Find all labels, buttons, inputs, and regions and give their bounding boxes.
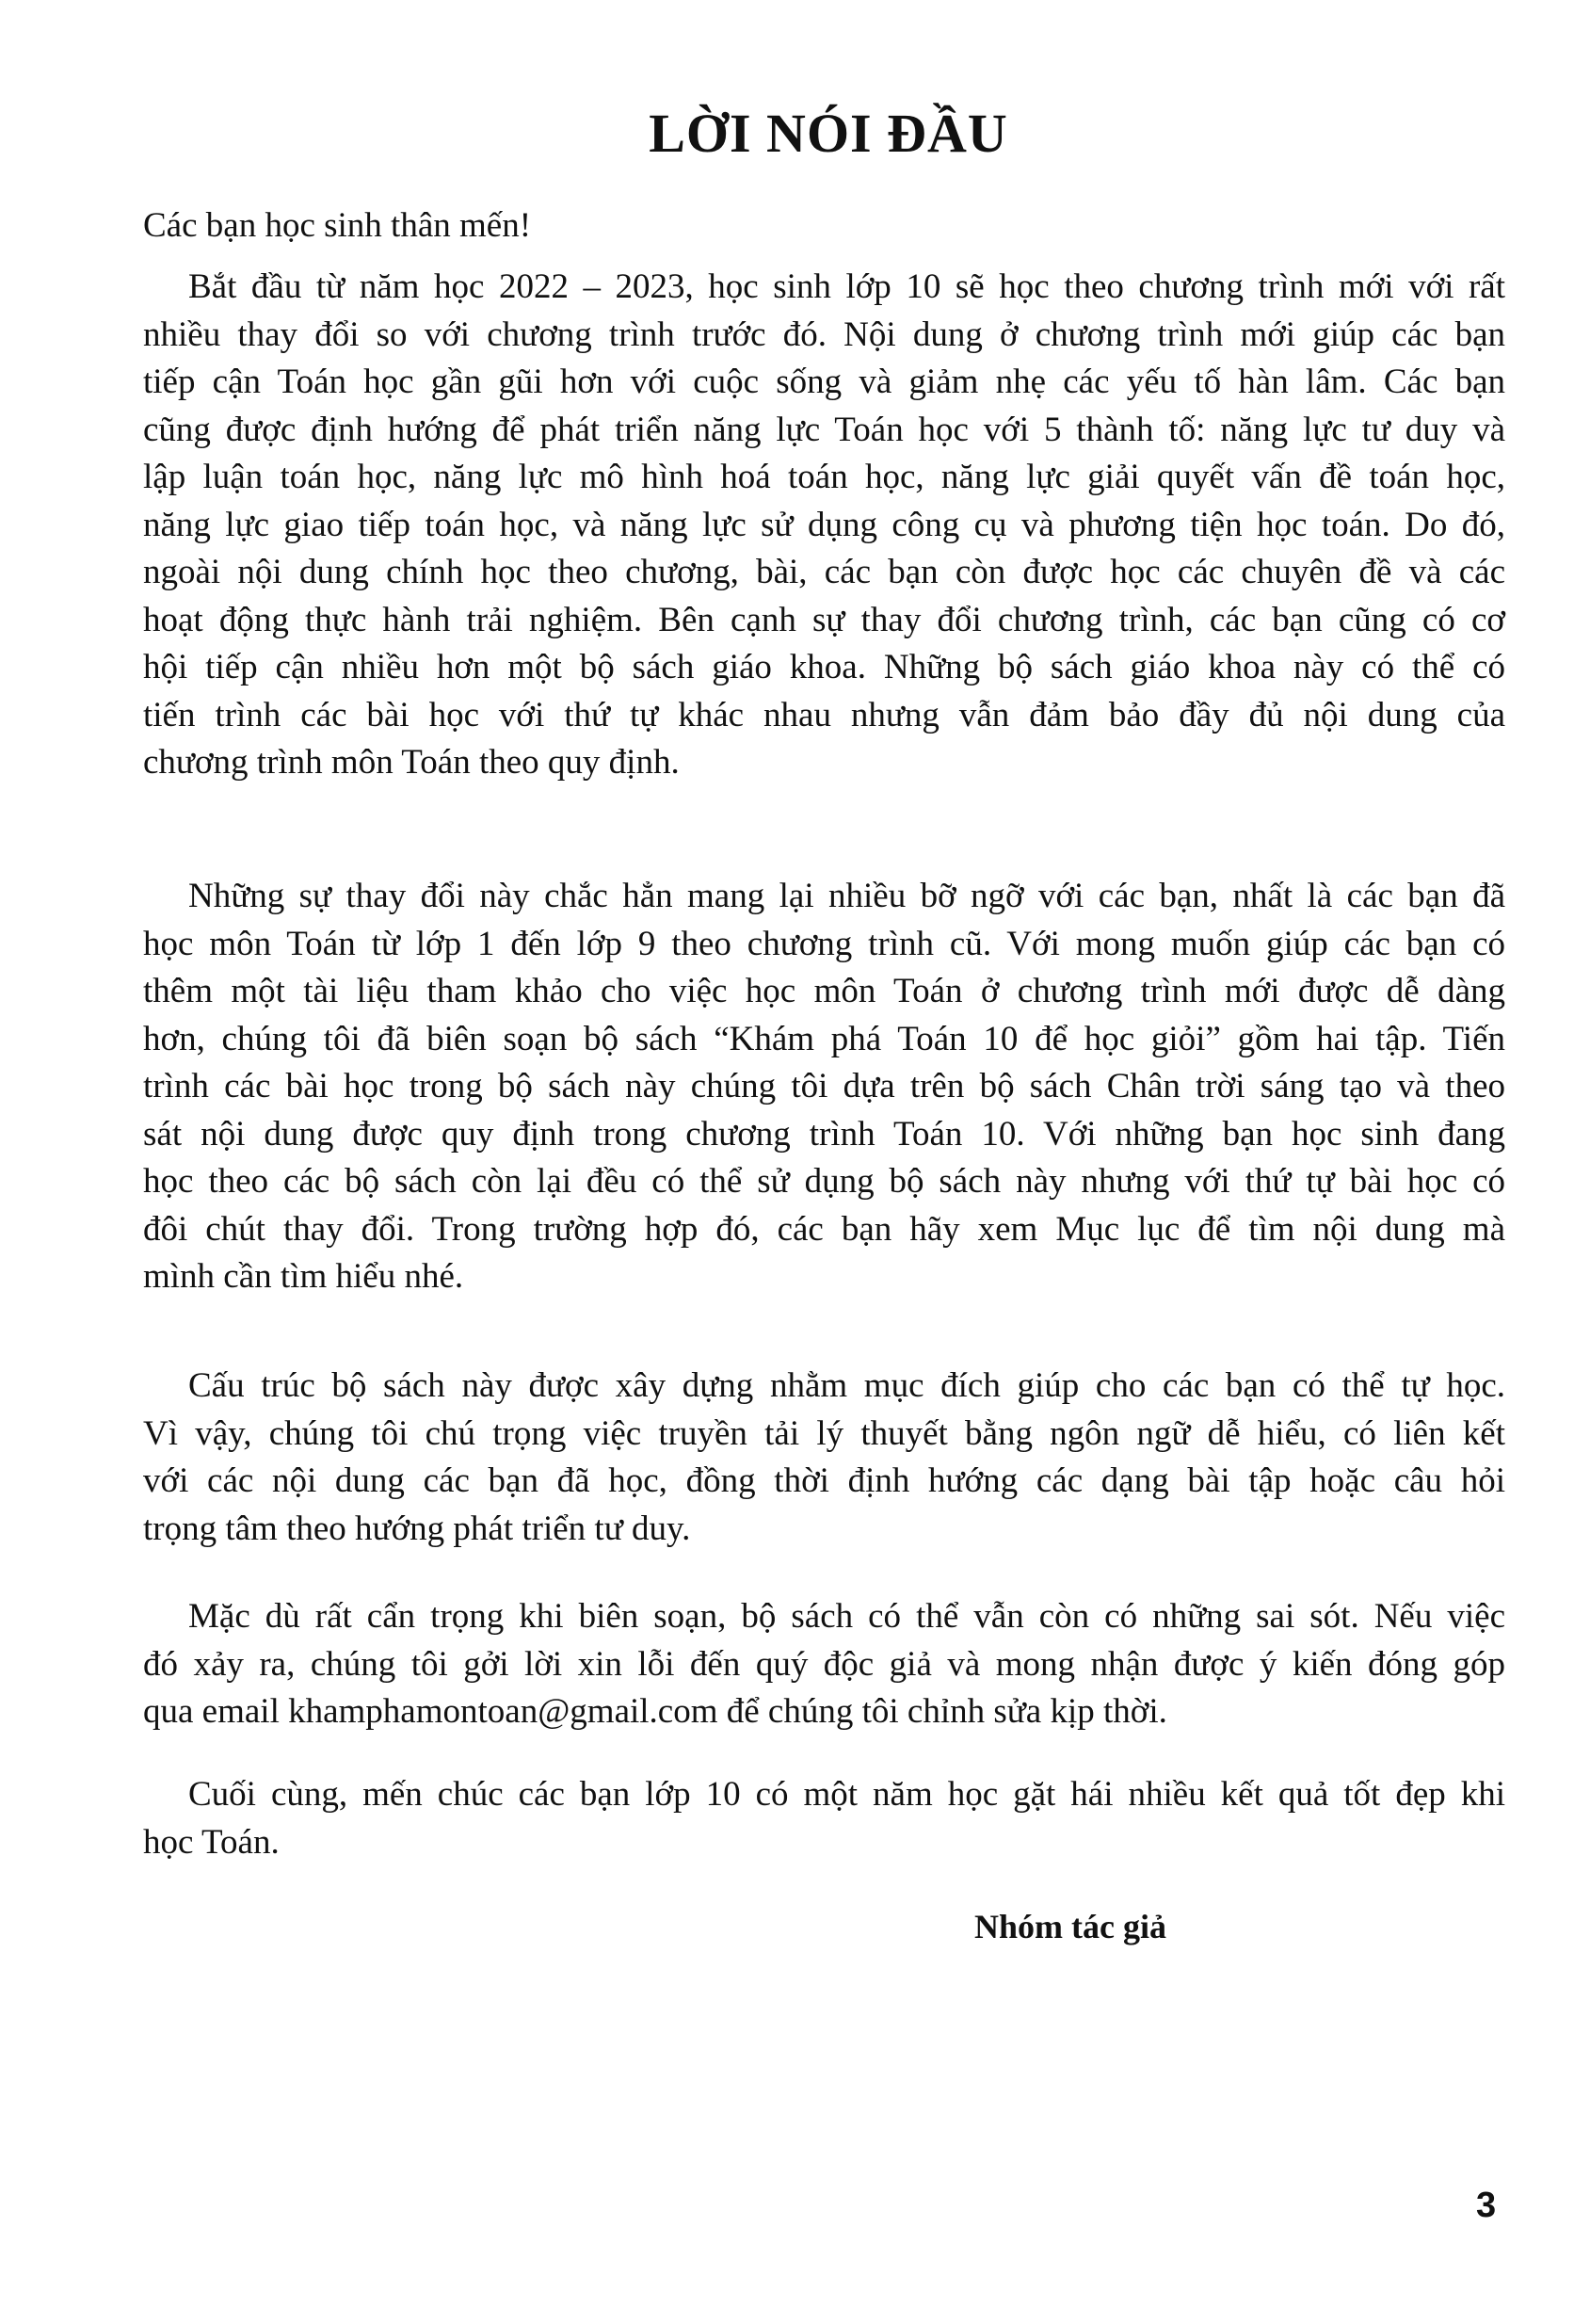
greeting: Các bạn học sinh thân mến! bbox=[143, 206, 532, 245]
text-line: đó xảy ra, chúng tôi gởi lời xin lỗi đến quý độc giả và mong nhận được ý kiến đóng góp bbox=[143, 1644, 1505, 1684]
signature: Nhóm tác giả bbox=[974, 1908, 1166, 1945]
text-line: học môn Toán từ lớp 1 đến lớp 9 theo chương trình cũ. Với mong muốn giúp các bạn có bbox=[143, 924, 1505, 963]
page-number: 3 bbox=[1476, 2186, 1497, 2225]
text-line: tiến trình các bài học với thứ tự khác nhau nhưng vẫn đảm bảo đầy đủ nội dung của bbox=[143, 695, 1505, 734]
text-line: Cấu trúc bộ sách này được xây dựng nhằm mục đích giúp cho các bạn có thể tự học. bbox=[188, 1366, 1505, 1405]
text-line: qua email khamphamontoan@gmail.com để chúng tôi chỉnh sửa kịp thời. bbox=[143, 1692, 1167, 1731]
text-line: mình cần tìm hiểu nhé. bbox=[143, 1257, 464, 1296]
text-line: năng lực giao tiếp toán học, và năng lực sử dụng công cụ và phương tiện học toán. Do đó, bbox=[143, 505, 1505, 544]
text-line: Bắt đầu từ năm học 2022 – 2023, học sinh lớp 10 sẽ học theo chương trình mới với rất bbox=[188, 267, 1505, 306]
text-line: hoạt động thực hành trải nghiệm. Bên cạnh sự thay đổi chương trình, các bạn cũng có cơ bbox=[143, 600, 1505, 639]
text-line: với các nội dung các bạn đã học, đồng thời định hướng các dạng bài tập hoặc câu hỏi bbox=[143, 1461, 1505, 1500]
text-line: học theo các bộ sách còn lại đều có thể sử dụng bộ sách này nhưng với thứ tự bài học có bbox=[143, 1162, 1505, 1201]
text-line: Mặc dù rất cẩn trọng khi biên soạn, bộ sách có thể vẫn còn có những sai sót. Nếu việc bbox=[188, 1597, 1505, 1636]
text-line: trọng tâm theo hướng phát triển tư duy. bbox=[143, 1509, 691, 1548]
text-line: học Toán. bbox=[143, 1822, 280, 1862]
text-line: cũng được định hướng để phát triển năng lực Toán học với 5 thành tố: năng lực tư duy và bbox=[143, 410, 1505, 449]
paragraph-4 bbox=[143, 1593, 1505, 1736]
text-line: Cuối cùng, mến chúc các bạn lớp 10 có một năm học gặt hái nhiều kết quả tốt đẹp khi bbox=[188, 1775, 1505, 1814]
text-line: lập luận toán học, năng lực mô hình hoá toán học, năng lực giải quyết vấn đề toán học, bbox=[143, 458, 1505, 496]
text-line: Những sự thay đổi này chắc hẳn mang lại nhiều bỡ ngỡ với các bạn, nhất là các bạn đã bbox=[188, 877, 1505, 915]
paragraph-1 bbox=[143, 264, 1505, 787]
text-line: thêm một tài liệu tham khảo cho việc học môn Toán ở chương trình mới được dễ dàng bbox=[143, 972, 1505, 1010]
text-line: sát nội dung được quy định trong chương trình Toán 10. Với những bạn học sinh đang bbox=[143, 1114, 1505, 1154]
text-line: Vì vậy, chúng tôi chú trọng việc truyền tải lý thuyết bằng ngôn ngữ dễ hiểu, có liên kết bbox=[143, 1413, 1505, 1453]
text-line: hội tiếp cận nhiều hơn một bộ sách giáo khoa. Những bộ sách giáo khoa này có thể có bbox=[143, 648, 1505, 686]
text-line: tiếp cận Toán học gần gũi hơn với cuộc sống và giảm nhẹ các yếu tố hàn lâm. Các bạn bbox=[143, 363, 1505, 401]
paragraph-2 bbox=[143, 873, 1505, 1301]
text-line: đôi chút thay đổi. Trong trường hợp đó, các bạn hãy xem Mục lục để tìm nội dung mà bbox=[143, 1209, 1505, 1249]
text-line: trình các bài học trong bộ sách này chúng tôi dựa trên bộ sách Chân trời sáng tạo và theo bbox=[143, 1067, 1505, 1106]
paragraph-3 bbox=[143, 1363, 1505, 1553]
text-line: nhiều thay đổi so với chương trình trước đó. Nội dung ở chương trình mới giúp các bạn bbox=[143, 315, 1505, 354]
paragraph-5 bbox=[143, 1771, 1505, 1866]
text-line: chương trình môn Toán theo quy định. bbox=[143, 743, 680, 782]
text-line: ngoài nội dung chính học theo chương, bài, các bạn còn được học các chuyên đề và các bbox=[143, 553, 1505, 591]
text-line: hơn, chúng tôi đã biên soạn bộ sách “Khám phá Toán 10 để học giỏi” gồm hai tập. Tiến bbox=[143, 1019, 1505, 1058]
page-title: LỜI NÓI ĐẦU bbox=[649, 103, 1008, 164]
